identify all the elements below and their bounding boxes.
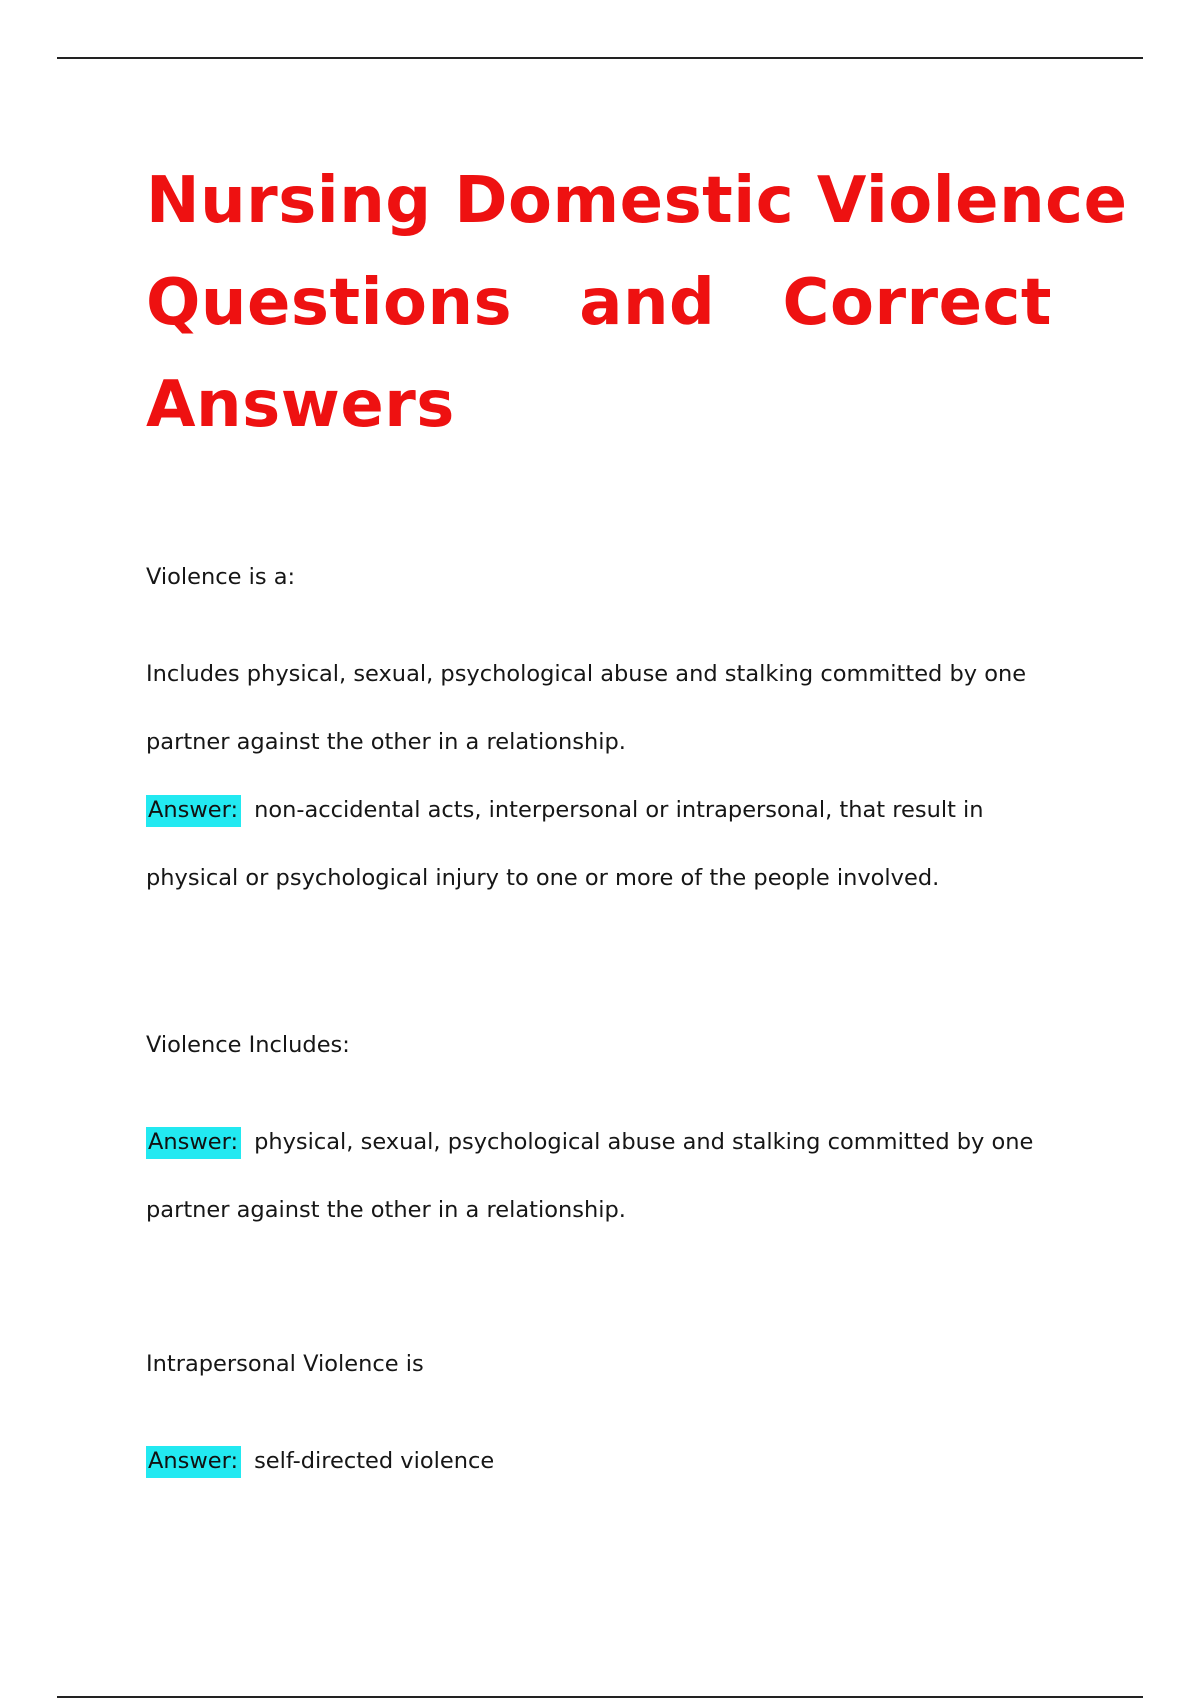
title-word: Answers <box>146 368 455 442</box>
answer-label: Answer: <box>146 1446 241 1478</box>
title-line-3 <box>146 354 1052 456</box>
context-line: partner against the other in a relationship. <box>146 729 626 755</box>
answer-text: self-directed violence <box>254 1448 495 1474</box>
document-page <box>146 150 1128 1474</box>
title-word: Correct <box>782 266 1052 340</box>
answer-line: physical or psychological injury to one or more of the people involved. <box>146 865 940 891</box>
answer <box>146 1108 1052 1244</box>
answer-label: Answer: <box>146 795 241 827</box>
answer-text: physical, sexual, psychological abuse and stalking committed by one <box>254 1129 1034 1155</box>
qa-item-1 <box>146 557 1052 912</box>
question-text: Violence is a: <box>146 564 296 590</box>
answer-line <box>146 776 1052 844</box>
context-line: Includes physical, sexual, psychological abuse and stalking committed by one <box>146 661 1027 687</box>
answer-label: Answer: <box>146 1127 241 1159</box>
question-context <box>146 640 1052 776</box>
answer <box>146 776 1052 912</box>
footer-rule <box>57 1696 1143 1698</box>
question-text: Intrapersonal Violence is <box>146 1351 424 1377</box>
answer-line <box>146 1108 1052 1176</box>
title-word: and <box>579 266 716 340</box>
answer-line: partner against the other in a relationship. <box>146 1197 626 1223</box>
answer-text: non-accidental acts, interpersonal or intrapersonal, that result in <box>254 797 984 823</box>
header-rule <box>57 57 1143 59</box>
title-line-1 <box>146 150 1128 252</box>
title-word: Questions <box>146 266 513 340</box>
document-title <box>146 150 1128 456</box>
answer-line <box>146 1427 1052 1495</box>
title-line-2 <box>146 252 1052 354</box>
answer <box>146 1427 1052 1495</box>
question-text: Violence Includes: <box>146 1032 350 1058</box>
qa-item-3 <box>146 1344 1052 1495</box>
title-word: Nursing Domestic Violence <box>146 164 1128 238</box>
qa-item-2 <box>146 1025 1052 1244</box>
